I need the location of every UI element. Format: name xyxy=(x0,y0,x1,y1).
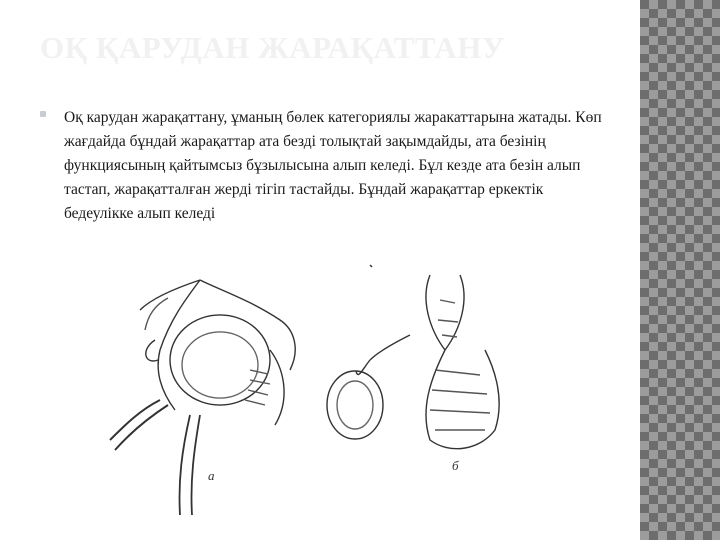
surgical-illustration xyxy=(100,240,540,530)
figure-label-b: б xyxy=(452,458,459,473)
drawing-b xyxy=(327,265,499,449)
slide-title: ОҚ ҚАРУДАН ЖАРАҚАТТАНУ xyxy=(40,30,506,65)
bullet-text: Оқ карудан жарақаттану, ұманың бөлек категориялы жаракаттарына жатады. Көп жағдайда бұндай жарақаттар ата безді толықтай зақымдайды, ата безінің функциясының қайтымсыз бұзылысына алып келеді. Бұл кезде ата безін алып тастап, жарақатталған жерді тігіп тастайды. Бұндай жарақаттар еркектік бедеулікке алып келеді xyxy=(64,109,602,222)
drawing-a xyxy=(110,280,295,515)
figure-label-a: а xyxy=(208,468,215,483)
surgical-drawing xyxy=(100,240,540,530)
bullet-marker xyxy=(40,111,46,117)
decorative-side-pattern xyxy=(640,0,720,540)
